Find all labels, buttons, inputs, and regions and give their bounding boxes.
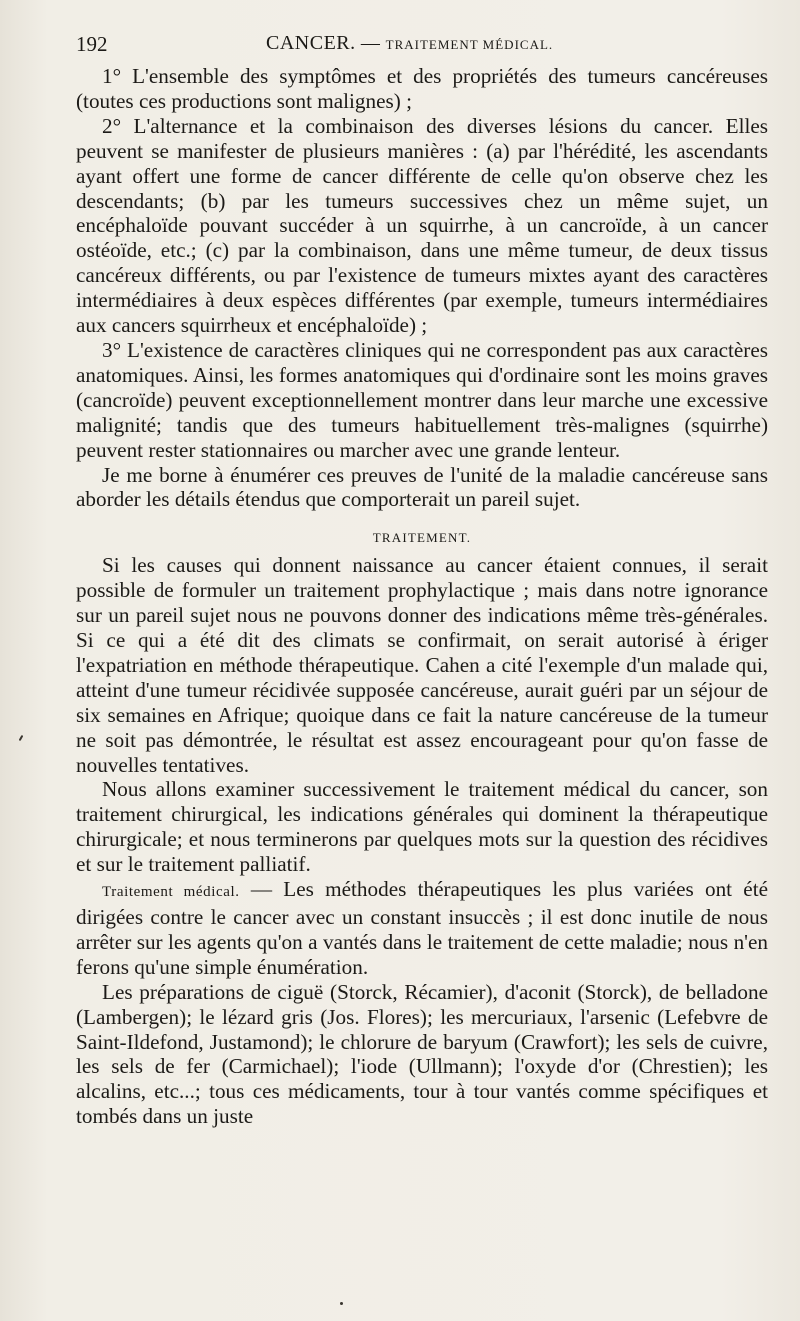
paragraph-point-2: 2° L'alternance et la combinaison des diverses lésions du cancer. Elles peuvent se manifester de plusieurs manières : (a) par l'hérédité, les ascendants ayant offert une forme de cancer différente de celle qu'on observe chez les descendants; (b) par les tumeurs successives chez un même sujet, un encéphaloïde pouvant succéder à un squirrhe, à un cancroïde, à un cancer ostéoïde, etc.; (c) par la combinaison, dans une même tumeur, de deux tissus cancéreux différents, ou par l'existence de tumeurs mixtes ayant des caractères intermédiaires à deux espèces différentes (par exemple, tumeurs intermédiaires aux cancers squirrheux et encéphaloïde) ; <box>76 113 768 338</box>
paragraph-point-3: 3° L'existence de caractères cliniques qui ne correspondent pas aux caractères anatomiques. Ainsi, les formes anatomiques qui d'ordinaire sont les moins graves (cancroïde) peuvent exceptionnellement montrer dans leur marche une excessive malignité; tandis que des tumeurs habituellement très-malignes (squirrhe) peuvent rester stationnaires ou marcher avec une grande lenteur. <box>76 337 768 462</box>
paragraph-medical-treatment <box>76 877 768 980</box>
running-title-main: CANCER. <box>266 32 356 54</box>
paragraph-prophylaxis: Si les causes qui donnent naissance au cancer étaient connues, il serait possible de formuler un traitement prophylactique ; mais dans notre ignorance sur un pareil sujet nous ne pouvons donner des indications même très-générales. Si ce qui a été dit des climats se confirmait, on serait autorisé à ériger l'expatriation en méthode thérapeutique. Cahen a cité l'exemple d'un malade qui, atteint d'une tumeur récidivée supposée cancéreuse, aurait guéri par un séjour de six semaines en Afrique; quoique dans ce fait la nature cancéreuse de la tumeur ne soit pas démontrée, le résultat est assez encourageant pour qu'on fasse de nouvelles tentatives. <box>76 553 768 777</box>
paragraph-preparations: Les préparations de ciguë (Storck, Récamier), d'aconit (Storck), de belladone (Lambergen); le lézard gris (Jos. Flores); les mercuriaux, l'arsenic (Lefebvre de Saint-Ildefond, Justamond); le chlorure de baryum (Crawfort); les sels de cuivre, les sels de fer (Carmichael); l'iode (Ullmann); l'oxyde d'or (Chrestien); les alcalins, etc...; tous ces médicaments, tour à tour vantés comme spécifiques et tombés dans un juste <box>76 979 768 1129</box>
paragraph-point-1: 1° L'ensemble des symptômes et des propriétés des tumeurs cancéreuses (toutes ces productions sont malignes) ; <box>76 64 768 113</box>
running-title-separator: — <box>360 33 381 54</box>
subsection-dash: — <box>250 877 273 902</box>
print-speck <box>340 1302 343 1305</box>
paragraph-plan: Nous allons examiner successivement le traitement médical du cancer, son traitement chirurgical, les indications générales qui dominent la thérapeutique chirurgicale; et nous terminerons par quelques mots sur la question des récidives et sur le traitement palliatif. <box>76 777 768 877</box>
page-header <box>76 32 766 58</box>
running-title-subtitle: TRAITEMENT MÉDICAL. <box>385 37 554 52</box>
running-title <box>266 32 553 55</box>
section-heading-traitement: TRAITEMENT. <box>372 530 472 546</box>
paragraph-conclusion: Je me borne à énumérer ces preuves de l'unité de la maladie cancéreuse sans aborder les détails étendus que comporterait un pareil sujet. <box>76 462 768 512</box>
subsection-text: Les méthodes thérapeutiques les plus variées ont été dirigées contre le cancer avec un constant insuccès ; il est donc inutile de nous arrêter sur les agents qu'on a vantés dans le traitement de cette maladie; nous n'en ferons qu'une simple énumération. <box>76 877 768 979</box>
print-speck <box>19 735 24 741</box>
subsection-label: Traitement médical. <box>102 884 240 901</box>
page-number: 192 <box>76 32 108 56</box>
body-text <box>76 64 768 1129</box>
